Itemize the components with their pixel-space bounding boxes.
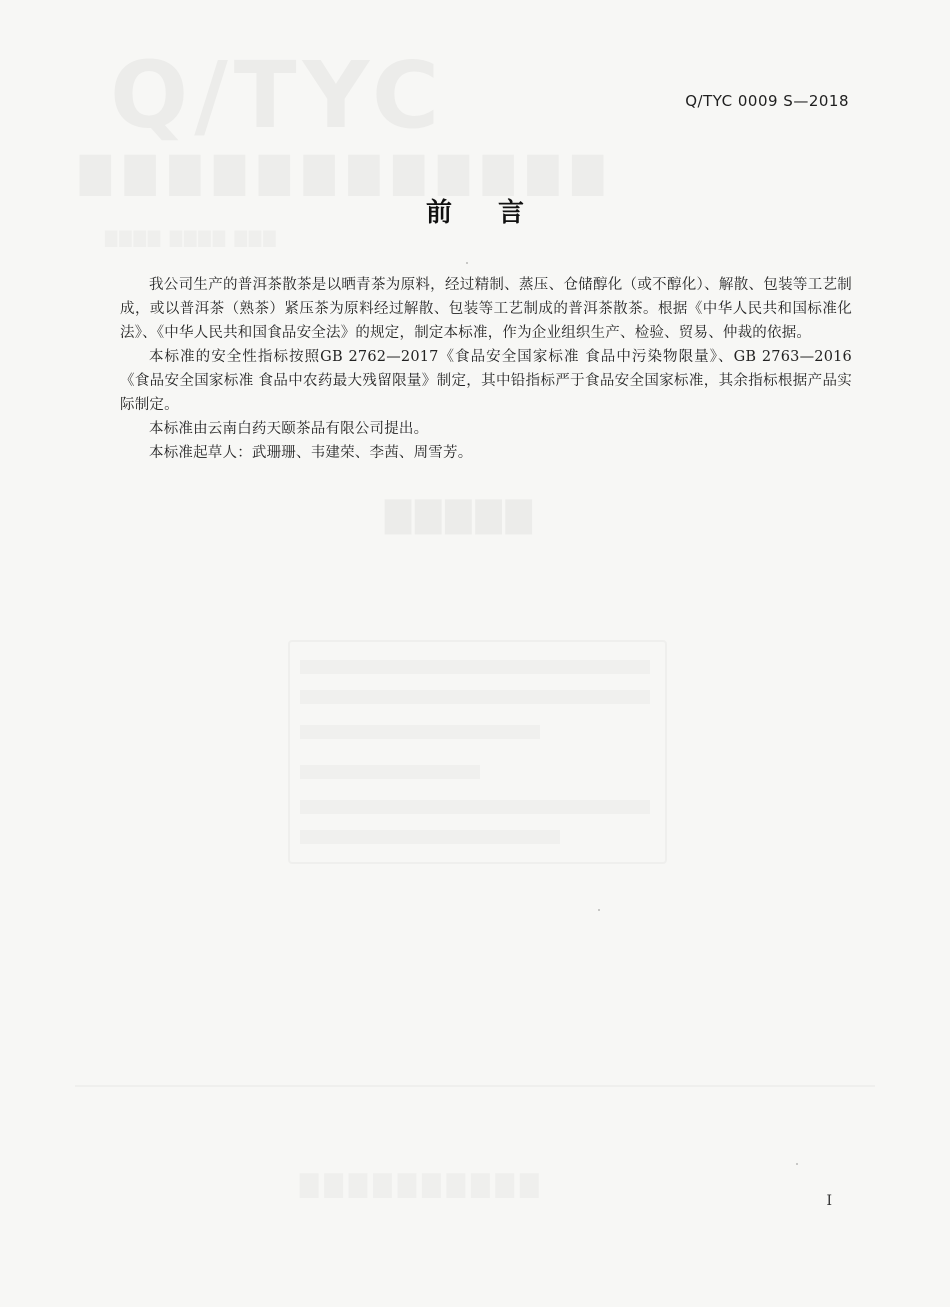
bleed-through-logo: Q/TYC [110,42,446,149]
bleed-through-line: ▇▇▇▇ ▇▇▇▇ ▇▇▇ [105,228,278,247]
standard-code: Q/TYC 0009 S—2018 [685,92,849,110]
foreword-paragraph: 本标准由云南白药天颐茶品有限公司提出。 [149,421,429,437]
page-number: I [826,1193,832,1209]
bleed-through-stamp-line [300,725,540,739]
bleed-through-heading: ▇▇▇▇▇▇▇▇▇▇▇▇ [80,150,618,196]
foreword-paragraph: 本标准的安全性指标按照GB 2762—2017《食品安全国家标准 食品中污染物限量》、GB 2763—2016《食品安全国家标准 食品中农药最大残留限量》制定，其中铅指标严于食品安全国家标准，其余指标根据产品实际制定。 [120,349,852,413]
bleed-through-product: ▇▇▇▇▇ [385,495,536,535]
bleed-through-stamp-line [300,690,650,704]
bleed-through-stamp-line [300,800,650,814]
scan-speck [598,909,600,911]
bleed-through-stamp-line [300,660,650,674]
bleed-through-footer: ▇▇▇▇▇▇▇▇▇▇ [300,1170,545,1198]
scan-speck [466,262,468,264]
scan-speck [796,1163,798,1165]
bleed-through-rule [75,1085,875,1087]
page-title: 前言 [425,198,570,228]
bleed-through-stamp-line [300,765,480,779]
foreword-paragraph: 本标准起草人：武珊珊、韦建荣、李茜、周雪芳。 [149,445,473,461]
foreword-paragraph: 我公司生产的普洱茶散茶是以晒青茶为原料，经过精制、蒸压、仓储醇化（或不醇化）、解散、包装等工艺制成，或以普洱茶（熟茶）紧压茶为原料经过解散、包装等工艺制成的普洱茶散茶。根据《中华人民共和国标准化法》、《中华人民共和国食品安全法》的规定，制定本标准，作为企业组织生产、检验、贸易、仲裁的依据。 [120,277,852,341]
bleed-through-stamp-line [300,830,560,844]
foreword-body [120,273,852,465]
